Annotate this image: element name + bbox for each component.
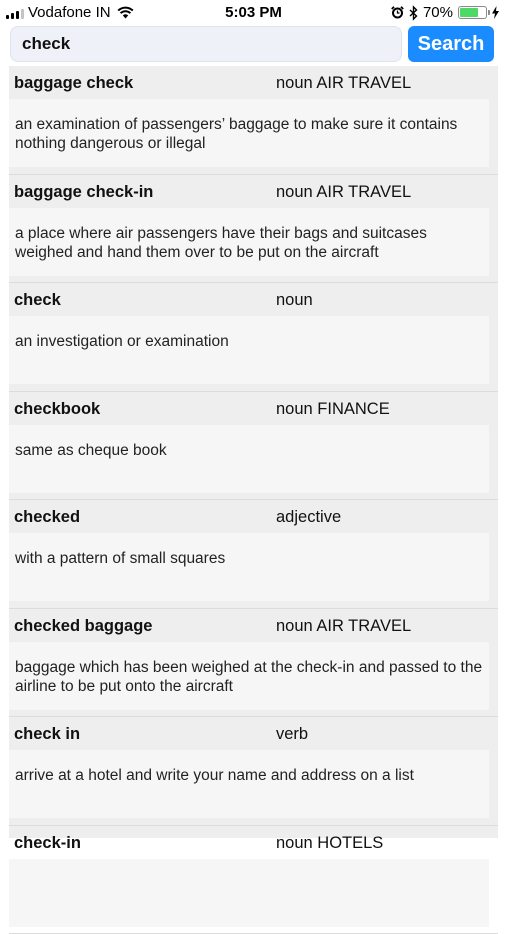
result-header <box>9 826 498 857</box>
result-header <box>9 717 498 748</box>
result-header <box>9 609 498 640</box>
battery-fill <box>460 8 478 17</box>
charging-bolt-icon <box>492 6 499 19</box>
result-header <box>9 283 498 314</box>
search-bar <box>0 26 507 64</box>
result-entry[interactable] <box>9 609 498 718</box>
result-entry[interactable] <box>9 66 498 175</box>
result-definition: an investigation or examination <box>9 316 489 384</box>
result-entry[interactable] <box>9 283 498 392</box>
result-part-of-speech: verb <box>276 725 308 744</box>
result-definition: a place where air passengers have their bags and suitcases weighed and hand them over to be put on the aircraft <box>9 208 489 276</box>
result-word: checked baggage <box>14 617 152 636</box>
battery-percent: 70% <box>423 4 453 21</box>
result-word: check in <box>14 725 80 744</box>
result-word: checked <box>14 508 80 527</box>
wifi-icon <box>117 6 134 19</box>
result-part-of-speech: noun AIR TRAVEL <box>276 183 411 202</box>
result-definition: an examination of passengers’ baggage to make sure it contains nothing dangerous or illegal <box>9 99 489 167</box>
search-button[interactable]: Search <box>408 26 494 62</box>
status-time: 5:03 PM <box>0 4 507 21</box>
status-left <box>6 4 134 21</box>
status-right <box>391 4 499 21</box>
result-part-of-speech: noun HOTELS <box>276 834 383 853</box>
status-bar <box>0 0 507 26</box>
carrier-name: Vodafone IN <box>28 4 111 21</box>
result-entry[interactable] <box>9 175 498 284</box>
bluetooth-icon <box>409 6 418 20</box>
result-entry[interactable] <box>9 717 498 826</box>
result-part-of-speech: noun AIR TRAVEL <box>276 74 411 93</box>
result-word: baggage check-in <box>14 183 153 202</box>
result-definition: same as cheque book <box>9 425 489 493</box>
result-word: baggage check <box>14 74 133 93</box>
result-part-of-speech: noun AIR TRAVEL <box>276 617 411 636</box>
result-entry[interactable] <box>9 392 498 501</box>
result-part-of-speech: noun <box>276 291 313 310</box>
result-definition: arrive at a hotel and write your name and address on a list <box>9 750 489 818</box>
results-list[interactable] <box>9 66 498 838</box>
result-header <box>9 175 498 206</box>
result-part-of-speech: noun FINANCE <box>276 400 390 419</box>
result-word: check <box>14 291 61 310</box>
result-word: checkbook <box>14 400 100 419</box>
result-entry[interactable] <box>9 500 498 609</box>
alarm-clock-icon <box>391 6 404 19</box>
result-definition: baggage which has been weighed at the check-in and passed to the airline to be put onto the aircraft <box>9 642 489 710</box>
result-word: check-in <box>14 834 81 853</box>
result-definition <box>9 859 489 927</box>
result-definition: with a pattern of small squares <box>9 533 489 601</box>
result-header <box>9 66 498 97</box>
result-part-of-speech: adjective <box>276 508 341 527</box>
result-entry[interactable] <box>9 826 498 934</box>
result-header <box>9 500 498 531</box>
result-header <box>9 392 498 423</box>
battery-icon <box>458 6 487 19</box>
search-input[interactable] <box>10 26 402 62</box>
cellular-signal-icon <box>6 7 24 19</box>
